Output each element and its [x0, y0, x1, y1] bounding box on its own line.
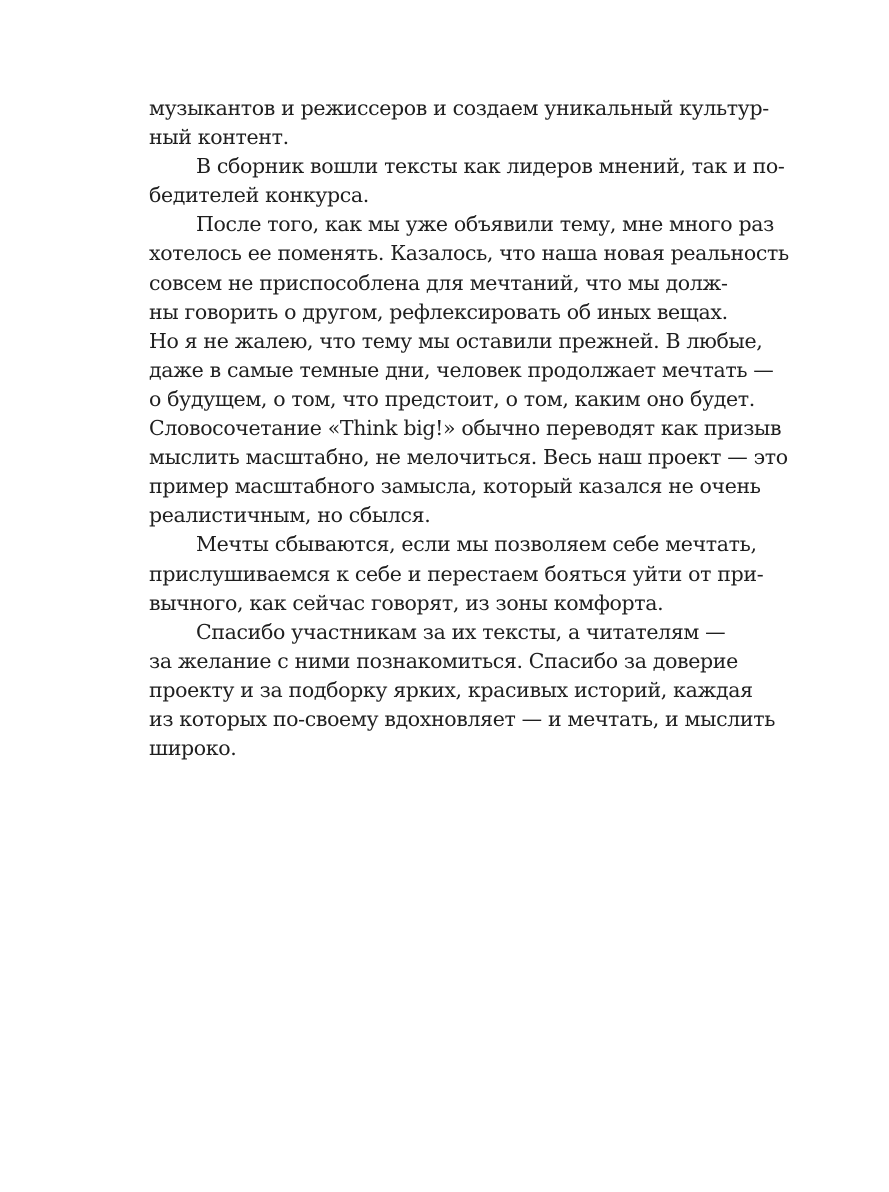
- text-line: ны говорить о другом, рефлексировать об иных вещах.: [149, 299, 728, 324]
- text-line: широко.: [149, 736, 237, 761]
- paragraph-first-line: Спасибо участникам за их тексты, а читателям —: [196, 619, 726, 644]
- text-line: хотелось ее поменять. Казалось, что наша новая реальность: [149, 241, 789, 266]
- text-line: мыслить масштабно, не мелочиться. Весь наш проект — это: [149, 445, 788, 470]
- text-line: музыкантов и режиссеров и создаем уникальный культур-: [149, 96, 769, 120]
- paragraph-first-line: В сборник вошли тексты как лидеров мнений, так и по-: [196, 154, 785, 179]
- text-line: вычного, как сейчас говорят, из зоны комфорта.: [149, 590, 664, 615]
- text-line: о будущем, о том, что предстоит, о том, каким оно будет.: [149, 386, 755, 411]
- text-line: из которых по-своему вдохновляет — и мечтать, и мыслить: [149, 706, 776, 731]
- text-line: совсем не приспособлена для мечтаний, что мы долж-: [149, 270, 728, 295]
- text-line: Словосочетание «Think big!» обычно переводят как призыв: [149, 416, 782, 441]
- text-line: проекту и за подборку ярких, красивых историй, каждая: [149, 677, 753, 702]
- text-line: ный контент.: [149, 125, 289, 150]
- paragraph-first-line: После того, как мы уже объявили тему, мне много раз: [196, 212, 774, 237]
- body-text: [149, 94, 829, 763]
- paragraph-first-line: Мечты сбываются, если мы позволяем себе мечтать,: [196, 532, 757, 557]
- text-line: пример масштабного замысла, который казался не очень: [149, 474, 761, 499]
- text-line: за желание с ними познакомиться. Спасибо за доверие: [149, 648, 738, 673]
- text-line: Но я не жалею, что тему мы оставили прежней. В любые,: [149, 328, 763, 353]
- text-line: даже в самые темные дни, человек продолжает мечтать —: [149, 357, 774, 382]
- text-line: бедителей конкурса.: [149, 183, 369, 208]
- text-line: реалистичным, но сбылся.: [149, 503, 431, 528]
- text-line: прислушиваемся к себе и перестаем бояться уйти от при-: [149, 561, 764, 586]
